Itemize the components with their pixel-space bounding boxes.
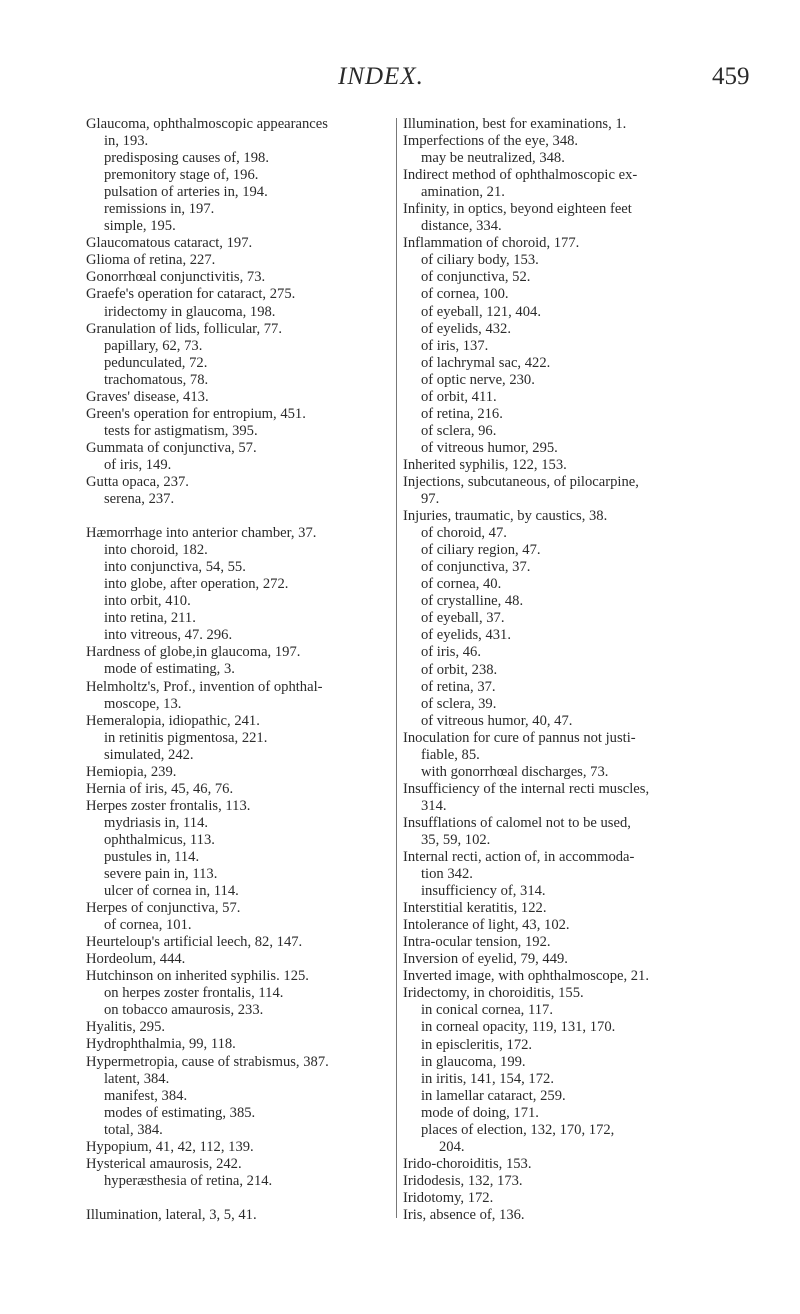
index-subentry: 35, 59, 102. [421,831,491,848]
index-entry: Heurteloup's artificial leech, 82, 147. [86,934,303,951]
index-subentry: iridectomy in glaucoma, 198. [104,303,276,320]
index-subentry: papillary, 62, 73. [104,337,203,354]
index-subentry: pustules in, 114. [104,848,200,865]
index-subentry: may be neutralized, 348. [421,150,565,167]
index-subentry: 204. [439,1138,465,1155]
column-divider [396,118,397,1218]
index-subentry: of sclera, 96. [421,422,497,439]
index-entry: Inversion of eyelid, 79, 449. [403,951,568,968]
index-entry: Gonorrhœal conjunctivitis, 73. [86,269,266,286]
index-subentry: into choroid, 182. [104,542,208,559]
index-entry: Insufficiency of the internal recti muscles, [403,780,650,797]
index-subentry: of eyeball, 37. [421,610,505,627]
index-entry: Inverted image, with ophthalmoscope, 21. [403,968,650,985]
index-subentry: in lamellar cataract, 259. [421,1087,566,1104]
index-subentry: remissions in, 197. [104,201,215,218]
index-subentry: of eyelids, 431. [421,627,511,644]
index-subentry: of iris, 137. [421,337,489,354]
index-subentry: places of election, 132, 170, 172, [421,1121,615,1138]
index-entry: Graves' disease, 413. [86,388,209,405]
index-entry: Iridodesis, 132, 173. [403,1172,523,1189]
index-subentry: total, 384. [104,1121,163,1138]
index-subentry: premonitory stage of, 196. [104,167,259,184]
index-entry: Iridotomy, 172. [403,1189,494,1206]
index-entry: Illumination, best for examinations, 1. [403,116,627,132]
index-subentry: manifest, 384. [104,1087,188,1104]
index-subentry: into vitreous, 47. 296. [104,627,233,644]
index-subentry: of ciliary body, 153. [421,252,539,269]
index-subentry: tests for astigmatism, 395. [104,422,258,439]
index-subentry: of cornea, 101. [104,917,192,934]
index-subentry: insufficiency of, 314. [421,883,546,900]
index-subentry: moscope, 13. [104,695,182,712]
index-entry: Injections, subcutaneous, of pilocarpine, [403,473,639,490]
index-subentry: mode of doing, 171. [421,1104,539,1121]
index-subentry: in corneal opacity, 119, 131, 170. [421,1019,616,1036]
index-subentry: into orbit, 410. [104,593,191,610]
index-subentry: with gonorrhœal discharges, 73. [421,763,609,780]
index-entry: Gummata of conjunctiva, 57. [86,439,257,456]
index-subentry: into conjunctiva, 54, 55. [104,559,246,576]
index-entry: Internal recti, action of, in accommoda- [403,849,635,866]
index-subentry: ulcer of cornea in, 114. [104,883,239,900]
index-subentry: into retina, 211. [104,610,196,627]
index-subentry: 314. [421,797,447,814]
index-entry: Green's operation for entropium, 451. [86,405,306,422]
index-subentry: 97. [421,491,440,508]
index-subentry: pulsation of arteries in, 194. [104,184,268,201]
index-entry: Granulation of lids, follicular, 77. [86,320,282,337]
index-subentry: mode of estimating, 3. [104,661,235,678]
index-subentry: modes of estimating, 385. [104,1104,256,1121]
index-entry: Hemiopia, 239. [86,763,177,780]
index-subentry: in conical cornea, 117. [421,1002,553,1019]
index-entry: Hydrophthalmia, 99, 118. [86,1036,236,1053]
index-entry: Infinity, in optics, beyond eighteen feet [403,201,632,218]
index-entry: Iris, absence of, 136. [403,1207,525,1223]
index-entry: Inflammation of choroid, 177. [403,235,580,252]
index-subentry: of orbit, 411. [421,388,497,405]
index-subentry: in iritis, 141, 154, 172. [421,1070,554,1087]
index-subentry: of crystalline, 48. [421,593,524,610]
index-column-right [403,116,723,1224]
running-title: INDEX. [338,63,424,90]
index-entry: Hutchinson on inherited syphilis. 125. [86,968,309,985]
index-entry: Helmholtz's, Prof., invention of ophthal- [86,678,323,695]
index-entry: Hypopium, 41, 42, 112, 139. [86,1138,254,1155]
index-entry: Glaucoma, ophthalmoscopic appearances [86,116,328,132]
index-subentry: severe pain in, 113. [104,866,218,883]
index-subentry: ophthalmicus, 113. [104,831,215,848]
index-subentry: of optic nerve, 230. [421,371,535,388]
index-entry: Herpes of conjunctiva, 57. [86,900,241,917]
index-subentry: of sclera, 39. [421,695,497,712]
index-entry: Interstitial keratitis, 122. [403,900,547,917]
index-subentry: of iris, 149. [104,456,172,473]
page-header [0,63,800,97]
index-entry: Inoculation for cure of pannus not justi- [403,729,636,746]
index-entry: Iridectomy, in choroiditis, 155. [403,985,584,1002]
index-entry: Hemeralopia, idiopathic, 241. [86,712,260,729]
index-subentry: tion 342. [421,866,473,883]
index-subentry: of lachrymal sac, 422. [421,354,551,371]
index-subentry: of orbit, 238. [421,661,498,678]
index-entry: Glioma of retina, 227. [86,252,216,269]
index-subentry: simulated, 242. [104,746,194,763]
index-subentry: of eyeball, 121, 404. [421,303,541,320]
index-entry: Imperfections of the eye, 348. [403,133,579,150]
index-subentry: of eyelids, 432. [421,320,511,337]
index-subentry: of retina, 216. [421,405,503,422]
index-subentry: of retina, 37. [421,678,496,695]
index-entry: Hæmorrhage into anterior chamber, 37. [86,525,317,542]
index-entry: Hysterical amaurosis, 242. [86,1155,242,1172]
index-entry: Glaucomatous cataract, 197. [86,235,253,252]
index-entry: Hypermetropia, cause of strabismus, 387. [86,1053,329,1070]
index-entry: Injuries, traumatic, by caustics, 38. [403,508,608,525]
index-entry: Hernia of iris, 45, 46, 76. [86,780,234,797]
index-subentry: in episcleritis, 172. [421,1036,533,1053]
index-subentry: in glaucoma, 199. [421,1053,526,1070]
index-subentry: of cornea, 40. [421,576,502,593]
index-subentry: hyperæsthesia of retina, 214. [104,1172,273,1189]
index-subentry: of conjunctiva, 52. [421,269,531,286]
index-entry: Intra-ocular tension, 192. [403,934,551,951]
index-subentry: of vitreous humor, 40, 47. [421,712,573,729]
index-entry: Gutta opaca, 237. [86,473,189,490]
index-subentry: of cornea, 100. [421,286,509,303]
index-entry: Hardness of globe,in glaucoma, 197. [86,644,301,661]
index-entry: Intolerance of light, 43, 102. [403,917,570,934]
index-entry: Herpes zoster frontalis, 113. [86,797,251,814]
index-subentry: predisposing causes of, 198. [104,150,269,167]
index-entry: Irido-choroiditis, 153. [403,1155,532,1172]
index-subentry: latent, 384. [104,1070,170,1087]
index-subentry: in retinitis pigmentosa, 221. [104,729,268,746]
index-subentry: simple, 195. [104,218,176,235]
index-subentry: amination, 21. [421,184,505,201]
index-subentry: in, 193. [104,133,149,150]
index-subentry: of vitreous humor, 295. [421,439,558,456]
index-subentry: of iris, 46. [421,644,481,661]
index-subentry: fiable, 85. [421,746,480,763]
index-entry: Hyalitis, 295. [86,1019,166,1036]
index-subentry: of choroid, 47. [421,525,507,542]
index-subentry: into globe, after operation, 272. [104,576,289,593]
index-subentry: serena, 237. [104,491,175,508]
index-entry: Insufflations of calomel not to be used, [403,814,631,831]
index-subentry: trachomatous, 78. [104,371,209,388]
index-entry: Hordeolum, 444. [86,951,186,968]
index-entry: Indirect method of ophthalmoscopic ex- [403,167,638,184]
index-column-left [86,116,396,1224]
index-entry: Illumination, lateral, 3, 5, 41. [86,1206,257,1223]
index-subentry: distance, 334. [421,218,502,235]
index-entry: Inherited syphilis, 122, 153. [403,456,567,473]
index-entry: Graefe's operation for cataract, 275. [86,286,296,303]
index-subentry: of ciliary region, 47. [421,542,541,559]
index-subentry: mydriasis in, 114. [104,814,209,831]
index-subentry: on tobacco amaurosis, 233. [104,1002,264,1019]
index-subentry: on herpes zoster frontalis, 114. [104,985,284,1002]
page-number: 459 [712,63,750,90]
index-subentry: pedunculated, 72. [104,354,208,371]
index-subentry: of conjunctiva, 37. [421,559,531,576]
